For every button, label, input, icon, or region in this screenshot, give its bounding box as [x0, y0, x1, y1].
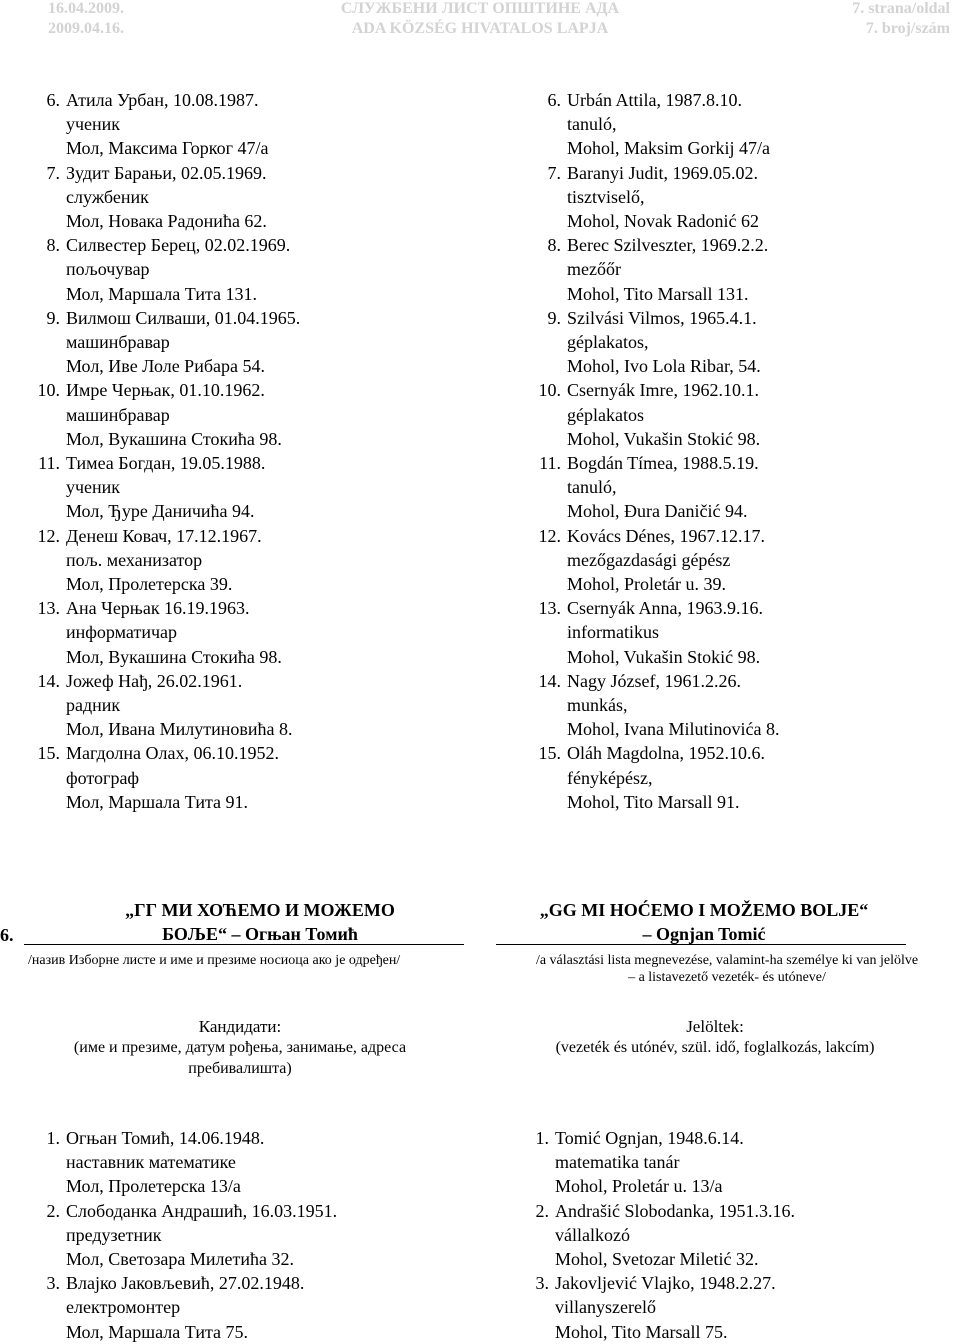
candidate-name: Szilvási Vilmos, 1965.4.1. [567, 307, 757, 328]
section-number: 6. [0, 925, 14, 945]
item-number: 10. [37, 380, 60, 401]
item-number: 8. [46, 235, 60, 256]
candidate-name: Јожеф Нађ, 26.02.1961. [66, 670, 243, 691]
item-number: 12. [37, 525, 60, 546]
candidate-address: Мол, Новака Радонића 62. [66, 211, 267, 232]
candidate-name: Силвестер Берец, 02.02.1969. [66, 235, 291, 256]
candidate-address: Мол, Ђуре Даничића 94. [66, 501, 255, 522]
candidate-occupation: фотограф [66, 767, 140, 788]
list-item [521, 1126, 795, 1199]
candidate-occupation: géplakatos [567, 404, 644, 425]
item-number: 11. [539, 453, 561, 474]
candidate-name: Oláh Magdolna, 1952.10.6. [567, 743, 765, 764]
candidate-address: Мол, Вукашина Стокића 98. [66, 646, 282, 667]
list-item [521, 1199, 795, 1272]
candidate-address: Мол, Иве Лоле Рибара 54. [66, 356, 265, 377]
item-number: 8. [547, 235, 561, 256]
list-item [32, 669, 300, 742]
candidate-occupation: tisztviselő, [567, 186, 645, 207]
item-number: 14. [538, 670, 561, 691]
list-title-hu [484, 898, 924, 946]
candidates-heading-hu: Jelöltek: [686, 1017, 744, 1036]
item-number: 3. [535, 1273, 549, 1294]
candidate-address: Mohol, Svetozar Miletić 32. [555, 1249, 759, 1270]
list-item [533, 451, 779, 524]
item-number: 9. [547, 307, 561, 328]
candidate-occupation: пољочувар [66, 259, 150, 280]
candidate-address: Mohol, Vukašin Stokić 98. [567, 428, 761, 449]
candidate-name: Тимеа Богдан, 19.05.1988. [66, 453, 266, 474]
candidates-subheading-hu: (vezeték és utónév, szül. idő, foglalkozás, lakcím) [555, 1039, 875, 1056]
item-number: 11. [38, 453, 60, 474]
list-item [533, 306, 779, 379]
candidate-occupation: наставник математике [66, 1152, 236, 1173]
item-number: 1. [46, 1128, 60, 1148]
candidate-list-hu [533, 88, 779, 814]
candidate-address: Mohol, Proletár u. 39. [567, 574, 726, 595]
candidate-address: Мол, Пролетерска 39. [66, 574, 233, 595]
item-number: 13. [538, 598, 561, 619]
candidate-address: Mohol, Tito Marsall 75. [555, 1321, 728, 1342]
page-header [0, 0, 960, 52]
list-item [32, 596, 300, 669]
candidate-occupation: matematika tanár [555, 1152, 680, 1173]
candidate-name: Слободанка Андрашић, 16.03.1951. [66, 1200, 338, 1221]
candidate-address: Mohol, Novak Radonić 62 [567, 211, 759, 232]
candidate-address: Mohol, Ivana Milutinovića 8. [567, 719, 780, 740]
candidate-occupation: ученик [66, 114, 121, 135]
candidate-address: Mohol, Đura Daničić 94. [567, 501, 748, 522]
candidate-address: Мол, Пролетерска 13/а [66, 1176, 241, 1197]
candidate-name: Зудит Барањи, 02.05.1969. [66, 162, 267, 183]
list-item [32, 378, 300, 451]
item-number: 14. [37, 670, 60, 691]
candidate-occupation: tanuló, [567, 114, 617, 135]
list-item [32, 161, 300, 234]
candidate-occupation: информатичар [66, 622, 177, 643]
item-number: 6. [547, 90, 561, 110]
item-number: 1. [535, 1128, 549, 1148]
list-item [32, 524, 300, 597]
header-page-hu: 7. broj/szám [865, 20, 950, 37]
item-number: 15. [37, 743, 60, 764]
candidate-occupation: службеник [66, 186, 149, 207]
list-item [32, 1199, 337, 1272]
list-item [533, 596, 779, 669]
candidate-address: Мол, Маршала Тита 75. [66, 1321, 249, 1342]
candidate-name: Berec Szilveszter, 1969.2.2. [567, 235, 769, 256]
list-item [32, 306, 300, 379]
list-item [533, 378, 779, 451]
candidates-caption-hu [490, 1016, 940, 1058]
candidate-name: Jakovljević Vlajko, 1948.2.27. [555, 1273, 776, 1294]
item-number: 15. [538, 743, 561, 764]
list-item [521, 1271, 795, 1344]
candidate-name: Денеш Ковач, 17.12.1967. [66, 525, 262, 546]
list-item [32, 88, 300, 161]
list-title-sr-line2: БОЉЕ“ – Огњан Томић [162, 924, 358, 944]
candidate-address: Mohol, Maksim Gorkij 47/a [567, 138, 770, 159]
candidate-address: Мол, Светозара Милетића 32. [66, 1249, 295, 1270]
list-title-sr-line1: „ГГ МИ ХОЋЕМО И МОЖЕМО [125, 900, 395, 920]
candidate-name: Kovács Dénes, 1967.12.17. [567, 525, 765, 546]
candidate-list-6-sr [32, 1126, 337, 1344]
candidate-name: Nagy József, 1961.2.26. [567, 670, 741, 691]
item-number: 7. [547, 162, 561, 183]
candidate-occupation: пољ. механизатор [66, 549, 203, 570]
candidate-occupation: géplakatos, [567, 332, 649, 353]
candidate-occupation: mezőőr [567, 259, 621, 280]
list-item [32, 1126, 337, 1199]
candidate-name: Ана Черњак 16.19.1963. [66, 598, 250, 619]
title-underline-hu [496, 944, 906, 945]
candidate-address: Мол, Максима Горког 47/а [66, 138, 269, 159]
candidate-occupation: машинбравар [66, 404, 170, 425]
item-number: 3. [46, 1273, 60, 1294]
list-title-sr [40, 898, 480, 946]
candidate-address: Mohol, Tito Marsall 91. [567, 791, 740, 812]
list-name-note-sr: /назив Изборне листе и име и презиме носиоца ако је одређен/ [28, 953, 401, 968]
candidate-occupation: tanuló, [567, 477, 617, 498]
list-item [32, 451, 300, 524]
candidate-name: Магдолна Олах, 06.10.1952. [66, 743, 279, 764]
list-title-hu-line1: „GG MI HOĆEMO I MOŽEMO BOLJE“ [539, 900, 869, 920]
candidate-name: Urbán Attila, 1987.8.10. [567, 90, 742, 110]
item-number: 10. [538, 380, 561, 401]
list-item [32, 233, 300, 306]
list-item [533, 741, 779, 814]
list-item [32, 741, 300, 814]
list-item [533, 669, 779, 742]
candidate-name: Baranyi Judit, 1969.05.02. [567, 162, 758, 183]
candidate-occupation: машинбравар [66, 332, 170, 353]
candidate-name: Csernyák Imre, 1962.10.1. [567, 380, 759, 401]
item-number: 6. [46, 90, 60, 110]
list-item [533, 524, 779, 597]
candidate-occupation: предузетник [66, 1224, 162, 1245]
item-number: 7. [46, 162, 60, 183]
candidate-name: Вилмош Силваши, 01.04.1965. [66, 307, 301, 328]
candidates-heading-sr: Кандидати: [198, 1017, 282, 1036]
candidate-name: Атила Урбан, 10.08.1987. [66, 90, 259, 110]
candidate-address: Мол, Ивана Милутиновића 8. [66, 719, 293, 740]
list-item [32, 1271, 337, 1344]
candidate-occupation: mezőgazdasági gépész [567, 549, 731, 570]
candidate-name: Bogdán Tímea, 1988.5.19. [567, 453, 759, 474]
candidate-address: Mohol, Vukašin Stokić 98. [567, 646, 761, 667]
candidate-occupation: електромонтер [66, 1297, 181, 1318]
candidate-name: Tomić Ognjan, 1948.6.14. [555, 1128, 744, 1148]
list-item [533, 233, 779, 306]
list-name-note-hu [502, 952, 952, 986]
item-number: 2. [535, 1200, 549, 1221]
list-item [533, 88, 779, 161]
candidate-list-6-hu [521, 1126, 795, 1344]
candidate-address: Mohol, Proletár u. 13/a [555, 1176, 723, 1197]
header-title-sr: СЛУЖБЕНИ ЛИСТ ОПШТИНЕ АДА [340, 0, 620, 17]
candidates-caption-sr [20, 1016, 460, 1079]
header-date-sr: 16.04.2009. [48, 0, 124, 17]
header-page-sr: 7. strana/oldal [852, 0, 950, 17]
candidate-list-sr [32, 88, 300, 814]
candidate-name: Огњан Томић, 14.06.1948. [66, 1128, 265, 1148]
item-number: 13. [37, 598, 60, 619]
candidate-occupation: радник [66, 695, 121, 716]
list-name-note-hu-line2: – a listavezető vezeték- és utóneve/ [628, 970, 826, 985]
list-item [533, 161, 779, 234]
header-date-hu: 2009.04.16. [48, 20, 124, 37]
candidate-occupation: informatikus [567, 622, 659, 643]
candidates-subheading-sr-line1: (име и презиме, датум рођења, занимање, адреса [73, 1039, 407, 1056]
candidates-subheading-sr-line2: пребивалишта) [188, 1060, 292, 1077]
candidate-name: Имре Черњак, 01.10.1962. [66, 380, 265, 401]
item-number: 9. [46, 307, 60, 328]
item-number: 12. [538, 525, 561, 546]
candidate-name: Влајко Јаковљевић, 27.02.1948. [66, 1273, 305, 1294]
candidate-name: Andrašić Slobodanka, 1951.3.16. [555, 1200, 795, 1221]
candidate-occupation: vállalkozó [555, 1224, 630, 1245]
candidate-address: Мол, Вукашина Стокића 98. [66, 428, 282, 449]
item-number: 2. [46, 1200, 60, 1221]
title-underline-sr [24, 944, 464, 945]
header-title-hu: ADA KÖZSÉG HIVATALOS LAPJA [351, 20, 609, 37]
candidate-address: Мол, Маршала Тита 91. [66, 791, 249, 812]
candidate-occupation: fényképész, [567, 767, 653, 788]
candidate-occupation: ученик [66, 477, 121, 498]
candidate-occupation: villanyszerelő [555, 1297, 656, 1318]
list-name-note-hu-line1: /a választási lista megnevezése, valamint-ha személye ki van jelölve [535, 953, 919, 968]
candidate-address: Mohol, Tito Marsall 131. [567, 283, 749, 304]
candidate-name: Csernyák Anna, 1963.9.16. [567, 598, 763, 619]
candidate-address: Mohol, Ivo Lola Ribar, 54. [567, 356, 761, 377]
list-title-hu-line2: – Ognjan Tomić [642, 924, 766, 944]
candidate-occupation: munkás, [567, 695, 628, 716]
candidate-address: Мол, Маршала Тита 131. [66, 283, 258, 304]
